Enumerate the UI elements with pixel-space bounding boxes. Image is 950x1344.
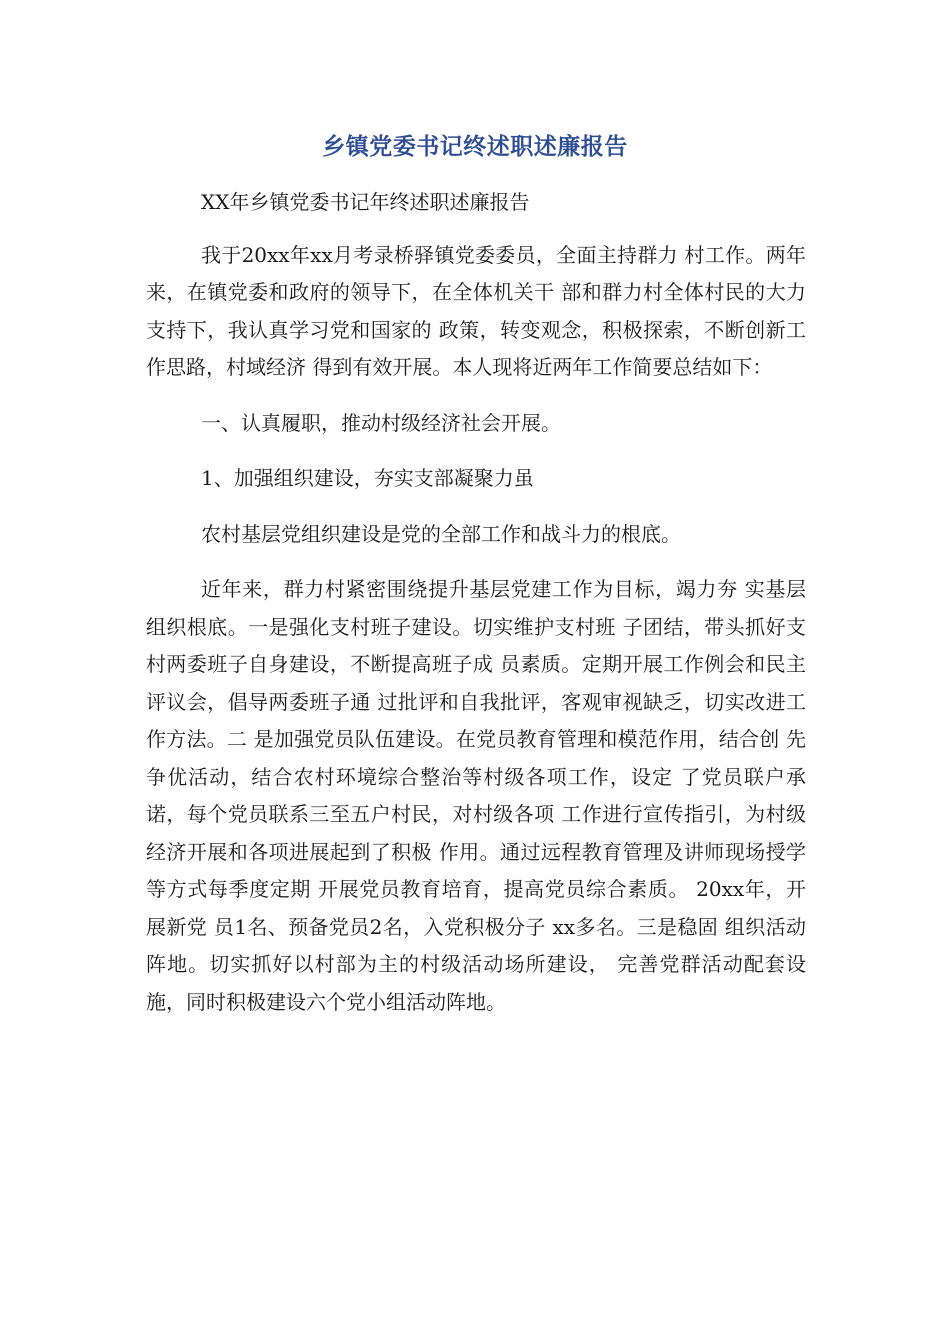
body-paragraph-long: 近年来，群力村紧密围绕提升基层党建工作为目标，竭力夯 实基层组织根底。一是强化支村班子建设。切实维护支村班 子团结，带头抓好支村两委班子自身建设，不断提高班子成 员素质。定期开展工作例会和民主评议会，倡导两委班子通 过批评和自我批评，客观审视缺乏，切实改进工作方法。二 是加强党员队伍建设。在党员教育管理和模范作用，结合创 先争优活动，结合农村环境综合整治等村级各项工作，设定 了党员联户承诺，每个党员联系三至五户村民，对村级各项 工作进行宣传指引，为村级经济开展和各项进展起到了积极 作用。通过远程教育管理及讲师现场授学等方式每季度定期 开展党员教育培育，提高党员综合素质。 20xx年，开展新党 员1名、预备党员2名，入党积极分子 xx多名。三是稳固 组织活动阵地。切实抓好以村部为主的村级活动场所建设， 完善党群活动配套设施，同时积极建设六个党小组活动阵地。 bbox=[146, 577, 806, 1014]
document-body bbox=[146, 184, 806, 1039]
intro-paragraph: 我于20xx年xx月考录桥驿镇党委委员，全面主持群力 村工作。两年来，在镇党委和政府的领导下，在全体机关干 部和群力村全体村民的大力支持下，我认真学习党和国家的 政策，转变观念，积极探索，不断创新工作思路，村域经济 得到有效开展。本人现将近两年工作简要总结如下： bbox=[146, 242, 806, 379]
report-subtitle: XX年乡镇党委书记年终述职述廉报告 bbox=[201, 190, 530, 214]
subsection-heading: 1、加强组织建设，夯实支部凝聚力虽 bbox=[201, 466, 534, 490]
document-title: 乡镇党委书记终述职述廉报告 bbox=[322, 134, 628, 160]
body-paragraph: 农村基层党组织建设是党的全部工作和战斗力的根底。 bbox=[201, 521, 681, 546]
section-heading: 一、认真履职，推动村级经济社会开展。 bbox=[201, 410, 561, 435]
